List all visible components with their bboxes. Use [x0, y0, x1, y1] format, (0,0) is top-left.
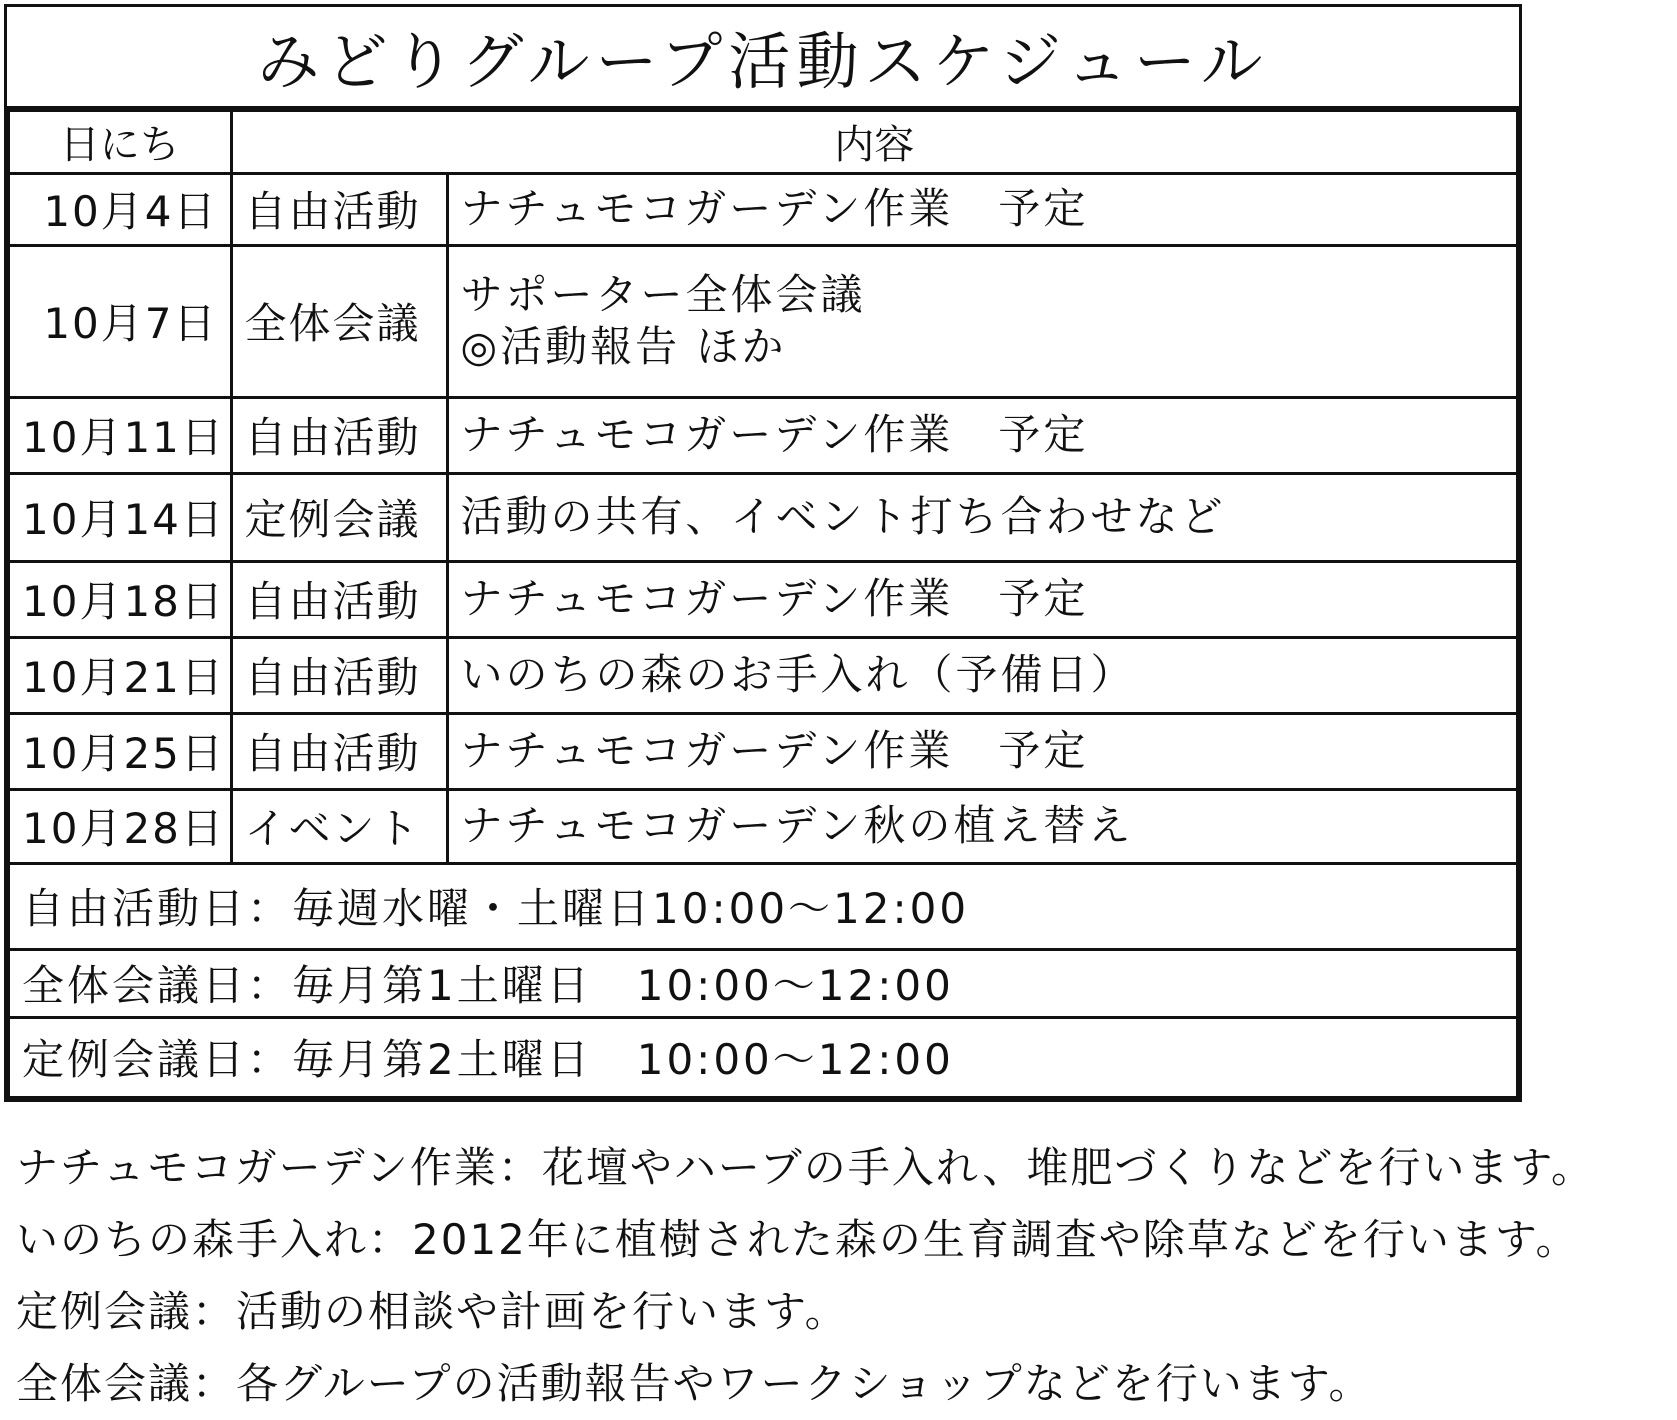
note-garden-work: ナチュモコガーデン作業：花壇やハーブの手入れ、堆肥づくりなどを行います。	[16, 1143, 1595, 1192]
row-desc	[447, 637, 1519, 713]
row-date: 10月4日	[7, 173, 231, 245]
row-desc	[447, 397, 1519, 473]
table-row	[7, 561, 1519, 637]
notes-section	[16, 1132, 1666, 1420]
row-type: イベント	[231, 789, 447, 863]
table-row	[7, 473, 1519, 561]
table-row	[7, 245, 1519, 397]
row-date: 10月18日	[7, 561, 231, 637]
rule-row	[7, 1017, 1519, 1099]
desc-line: サポーター全体会議	[460, 270, 866, 319]
table-row	[7, 173, 1519, 245]
header-content: 内容	[231, 109, 1519, 173]
row-type: 自由活動	[231, 397, 447, 473]
row-desc	[447, 713, 1519, 789]
rule-free-activity: 自由活動日：毎週水曜・土曜日10:00〜12:00	[7, 863, 1519, 949]
schedule-table	[4, 106, 1522, 1102]
rule-row	[7, 863, 1519, 949]
desc-line: ナチュモコガーデン作業 予定	[460, 574, 1089, 623]
note-general-meeting: 全体会議：各グループの活動報告やワークショップなどを行います。	[16, 1359, 1373, 1408]
header-date: 日にち	[7, 109, 231, 173]
table-row	[7, 713, 1519, 789]
row-desc	[447, 789, 1519, 863]
row-desc	[447, 473, 1519, 561]
desc-line: いのちの森のお手入れ（予備日）	[460, 650, 1136, 699]
row-date: 10月14日	[7, 473, 231, 561]
row-desc	[447, 245, 1519, 397]
row-date: 10月11日	[7, 397, 231, 473]
row-type: 自由活動	[231, 713, 447, 789]
schedule-title: みどりグループ活動スケジュール	[4, 4, 1522, 106]
desc-line: 活動の共有、イベント打ち合わせなど	[460, 492, 1226, 541]
rule-general-meeting: 全体会議日：毎月第1土曜日 10:00〜12:00	[7, 949, 1519, 1017]
desc-line: ナチュモコガーデン作業 予定	[460, 410, 1089, 459]
row-type: 自由活動	[231, 561, 447, 637]
table-header-row	[7, 109, 1519, 173]
row-date: 10月7日	[7, 245, 231, 397]
row-type: 自由活動	[231, 637, 447, 713]
note-forest-care: いのちの森手入れ：2012年に植樹された森の生育調査や除草などを行います。	[16, 1215, 1580, 1264]
desc-line: ◎活動報告 ほか	[460, 322, 787, 371]
row-desc	[447, 561, 1519, 637]
schedule-sheet	[4, 4, 1522, 1102]
desc-line: ナチュモコガーデン作業 予定	[460, 726, 1089, 775]
note-regular-meeting: 定例会議：活動の相談や計画を行います。	[16, 1287, 849, 1336]
table-row	[7, 397, 1519, 473]
row-type: 定例会議	[231, 473, 447, 561]
table-row	[7, 637, 1519, 713]
row-date: 10月28日	[7, 789, 231, 863]
row-date: 10月25日	[7, 713, 231, 789]
desc-line: ナチュモコガーデン作業 予定	[460, 184, 1089, 233]
row-date: 10月21日	[7, 637, 231, 713]
row-type: 自由活動	[231, 173, 447, 245]
row-desc	[447, 173, 1519, 245]
row-type: 全体会議	[231, 245, 447, 397]
rule-row	[7, 949, 1519, 1017]
table-row	[7, 789, 1519, 863]
rule-regular-meeting: 定例会議日：毎月第2土曜日 10:00〜12:00	[7, 1017, 1519, 1099]
desc-line: ナチュモコガーデン秋の植え替え	[460, 801, 1134, 850]
